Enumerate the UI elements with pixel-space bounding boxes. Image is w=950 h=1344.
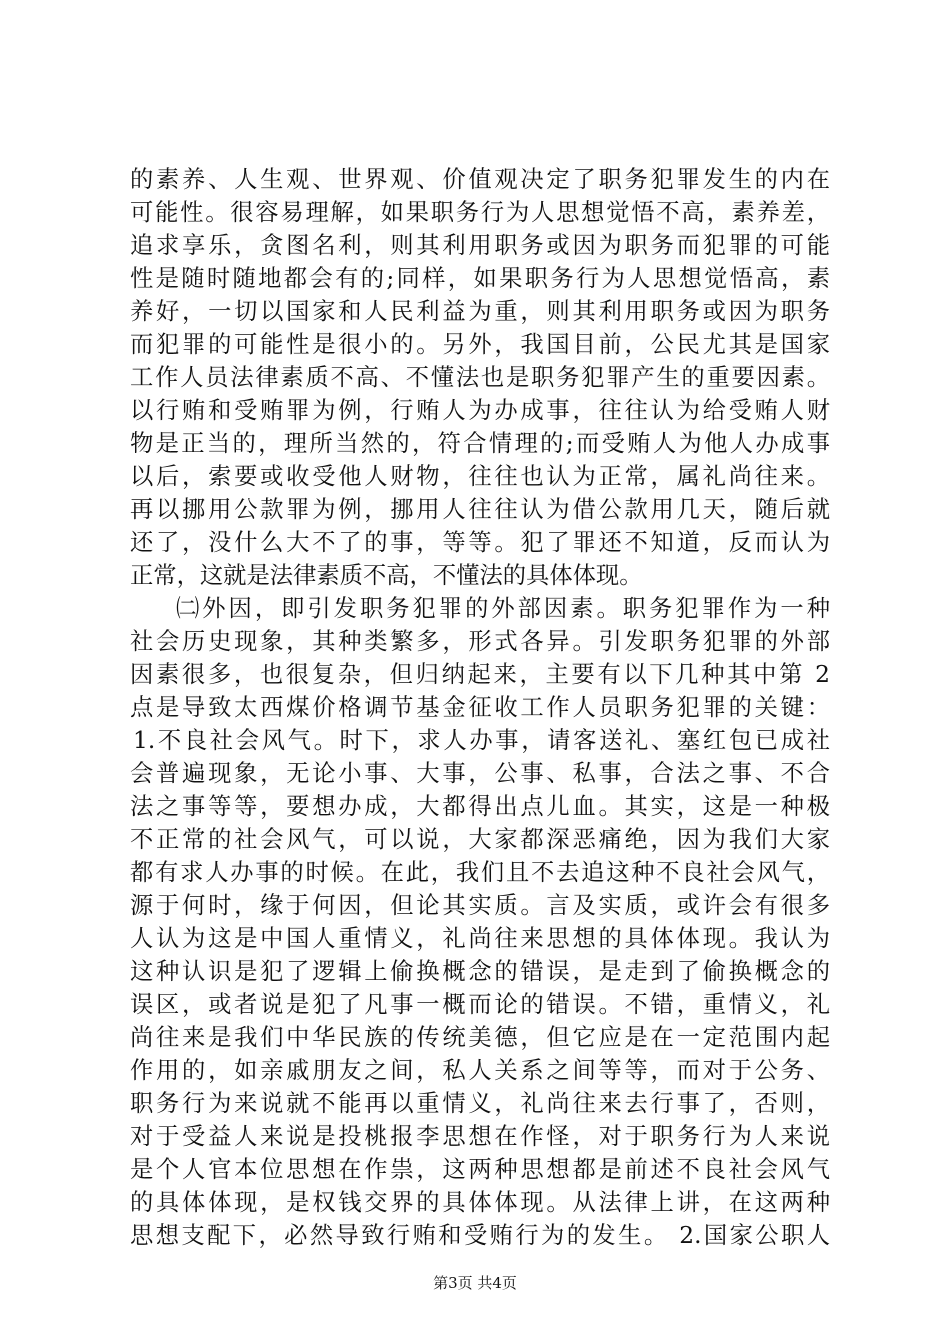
- text-line: 这种认识是犯了逻辑上偷换概念的错误，是走到了偷换概念的: [130, 958, 830, 985]
- text-line: 法之事等等，要想办成，大都得出点儿血。其实，这是一种极: [130, 793, 830, 820]
- text-line: 还了，没什么大不了的事，等等。犯了罪还不知道，反而认为: [130, 529, 830, 556]
- text-line: ㈡外因，即引发职务犯罪的外部因素。职务犯罪作为一种: [176, 595, 830, 622]
- text-line: 追求享乐，贪图名利，则其利用职务或因为职务而犯罪的可能: [130, 232, 830, 259]
- text-line: 点是导致太西煤价格调节基金征收工作人员职务犯罪的关键：: [130, 694, 830, 721]
- text-line: 人认为这是中国人重情义，礼尚往来思想的具体体现。我认为: [130, 925, 830, 952]
- page-footer: 第3页 共4页: [433, 1274, 517, 1292]
- text-line: 以行贿和受贿罪为例，行贿人为办成事，往往认为给受贿人财: [130, 397, 830, 424]
- text-line: 再以挪用公款罪为例，挪用人往往认为借公款用几天，随后就: [130, 496, 830, 523]
- text-line: 对于受益人来说是投桃报李思想在作怪，对于职务行为人来说: [130, 1123, 830, 1150]
- text-line: 误区，或者说是犯了凡事一概而论的错误。不错，重情义，礼: [130, 991, 830, 1018]
- text-line: 因素很多，也很复杂，但归纳起来，主要有以下几种其中第 2: [130, 661, 830, 688]
- text-line: 尚往来是我们中华民族的传统美德，但它应是在一定范围内起: [130, 1024, 830, 1051]
- text-line: 工作人员法律素质不高、不懂法也是职务犯罪产生的重要因素。: [130, 364, 830, 391]
- text-line: 1.不良社会风气。时下，求人办事，请客送礼、塞红包已成社: [133, 727, 830, 754]
- body-text: [130, 163, 830, 1252]
- text-line: 的具体体现，是权钱交界的具体体现。从法律上讲，在这两种: [130, 1189, 830, 1216]
- text-line: 是个人官本位思想在作祟，这两种思想都是前述不良社会风气: [130, 1156, 830, 1183]
- text-line: 可能性。很容易理解，如果职务行为人思想觉悟不高，素养差，: [130, 199, 830, 226]
- text-line: 思想支配下，必然导致行贿和受贿行为的发生。 2.国家公职人: [130, 1222, 830, 1249]
- text-line: 物是正当的，理所当然的，符合情理的;而受贿人为他人办成事: [130, 430, 830, 457]
- text-line: 养好，一切以国家和人民利益为重，则其利用职务或因为职务: [130, 298, 830, 325]
- text-line: 以后，索要或收受他人财物，往往也认为正常，属礼尚往来。: [130, 463, 830, 490]
- text-line: 会普遍现象，无论小事、大事，公事、私事，合法之事、不合: [130, 760, 830, 787]
- text-line: 性是随时随地都会有的;同样，如果职务行为人思想觉悟高，素: [130, 265, 830, 292]
- text-line: 的素养、人生观、世界观、价值观决定了职务犯罪发生的内在: [130, 166, 830, 193]
- text-line: 社会历史现象，其种类繁多，形式各异。引发职务犯罪的外部: [130, 628, 830, 655]
- text-line: 正常，这就是法律素质不高，不懂法的具体体现。: [130, 562, 643, 589]
- text-line: 而犯罪的可能性是很小的。另外，我国目前，公民尤其是国家: [130, 331, 830, 358]
- text-line: 不正常的社会风气，可以说，大家都深恶痛绝，因为我们大家: [130, 826, 830, 853]
- text-line: 作用的，如亲戚朋友之间，私人关系之间等等，而对于公务、: [130, 1057, 830, 1084]
- text-line: 职务行为来说就不能再以重情义，礼尚往来去行事了，否则，: [130, 1090, 830, 1117]
- text-line: 都有求人办事的时候。在此，我们且不去追这种不良社会风气，: [130, 859, 830, 886]
- text-line: 源于何时，缘于何因，但论其实质。言及实质，或许会有很多: [130, 892, 830, 919]
